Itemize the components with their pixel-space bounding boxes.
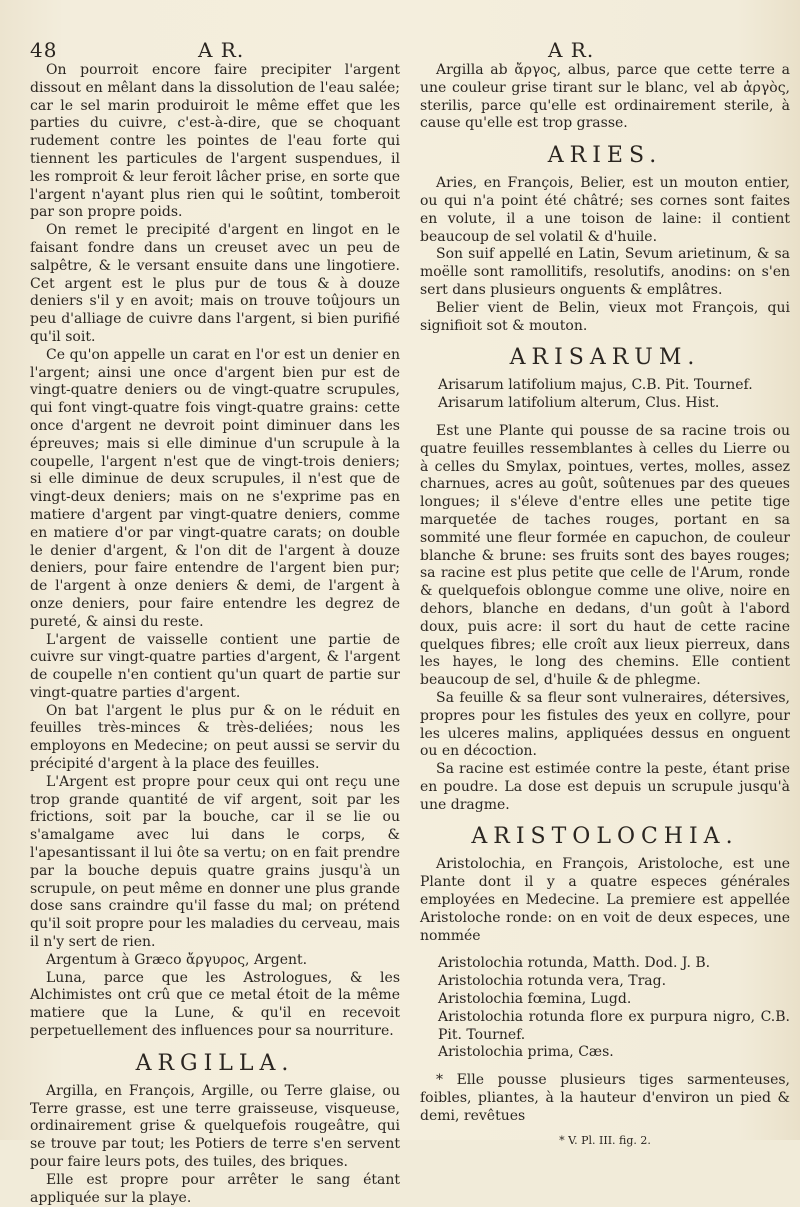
paragraph: Elle est propre pour arrêter le sang étant appliquée sur la playe. xyxy=(30,1171,400,1206)
paragraph: On pourroit encore faire precipiter l'argent dissout en mêlant dans la dissolution de l'eau salée; car le sel marin produiroit le même effet que les parties du cuivre, c'est-à-dire, que se choquant rudement contre les pointes de l'eau forte qui tiennent les particules de l'argent suspendues, il les romproit & leur feroit lâcher prise, en sorte que l'argent n'ayant plus rien qui le soûtint, tomberoit par son propre poids. xyxy=(30,62,400,221)
entry-heading-arisarum: ARISARUM. xyxy=(509,345,701,371)
paragraph: Sa feuille & sa fleur sont vulneraires, détersives, propres pour les fistules des yeux en collyre, pour les ulceres malins, appliquées dessus en onguent ou en décoction. xyxy=(420,689,790,760)
paragraph: Aristolochia, en François, Aristoloche, est une Plante dont il y a quatre especes générales employées en Medecine. La premiere est appellée Aristoloche ronde: on en voit de deux especes, une nommée xyxy=(420,856,790,944)
left-column xyxy=(30,62,400,1207)
paragraph: Est une Plante qui pousse de sa racine trois ou quatre feuilles ressemblantes à celles du Lierre ou à celles du Smylax, pointues, vertes, molles, assez charnues, acres au goût, soûtenues par des queues longues; il s'éleve d'entre elles une petite tige marquetée de taches rouges, portant en sa sommité une fleur formée en capuchon, de couleur blanche & brune: ses fruits sont des bayes rouges; sa racine est plus petite que celle de l'Arum, ronde & quelquefois oblongue comme une olive, noire en dehors, blanche en dedans, d'un goût à l'abord doux, puis acre: il sort du haut de cette racine quelques fibres; elle croît aux lieux pierreux, dans les hayes, le long des chemins. Elle contient beaucoup de sel, d'huile & de phlegme. xyxy=(420,422,790,689)
paragraph: Ce qu'on appelle un carat en l'or est un denier en l'argent; ainsi une once d'argent bien pur est de vingt-quatre deniers ou de vingt-quatre scrupules, qui font vingt-quatre fois vingt-quatre grains: cette once d'argent ne devroit point diminuer dans les épreuves; mais si elle diminue d'un scrupule à la coupelle, l'argent n'est que de vingt-trois deniers; si elle diminue de deux scrupules, il n'est que de vingt-deux deniers; mais on ne s'exprime pas en matiere d'argent par vingt-quatre deniers, comme en matiere d'or par vingt-quatre carats; on double le denier d'argent, & l'on dit de l'argent à douze deniers, pour faire entendre de l'argent bien pur; de l'argent à onze deniers & demi, de l'argent à onze deniers, pour faire entendre les degrez de pureté, & ainsi du reste. xyxy=(30,346,400,630)
paragraph: Belier vient de Belin, vieux mot François, qui signifioit sot & mouton. xyxy=(420,299,790,334)
paragraph: * Elle pousse plusieurs tiges sarmenteuses, foibles, pliantes, à la hauteur d'environ un pied & demi, revêtues xyxy=(420,1072,790,1124)
synonym-line: Aristolochia fœmina, Lugd. xyxy=(438,991,632,1008)
paragraph: On bat l'argent le plus pur & on le réduit en feuilles très-minces & très-deliées; nous les employons en Medecine; on peut aussi se servir du précipité d'argent à la place des feuilles. xyxy=(30,702,400,773)
running-head-left: A R. xyxy=(198,38,245,62)
page-number: 48 xyxy=(30,38,58,62)
running-head-right: A R. xyxy=(548,38,595,62)
paragraph: Son suif appellé en Latin, Sevum arietinum, & sa moëlle sont ramollitifs, resolutifs, anodins: on s'en sert dans plusieurs onguents & emplâtres. xyxy=(420,246,790,298)
synonym-line: Aristolochia rotunda vera, Trag. xyxy=(438,973,667,990)
synonym-line: Arisarum latifolium alterum, Clus. Hist. xyxy=(438,395,720,412)
paragraph: Luna, parce que les Astrologues, & les Alchimistes ont crû que ce metal étoit de la même matiere que la Lune, & qu'il en recevoit perpetuellement des influences pour sa nourriture. xyxy=(30,969,400,1040)
synonym-line: Aristolochia rotunda, Matth. Dod. J. B. xyxy=(438,955,711,972)
entry-heading-aries: ARIES. xyxy=(547,143,663,169)
entry-heading-argilla: ARGILLA. xyxy=(135,1050,295,1076)
right-column xyxy=(420,62,790,1149)
paragraph: Sa racine est estimée contre la peste, étant prise en poudre. La dose est depuis un scrupule jusqu'à une dragme. xyxy=(420,761,790,813)
paragraph: Aries, en François, Belier, est un mouton entier, ou qui n'a point été châtré; ses cornes sont faites en volute, il a une toison de laine: il contient beaucoup de sel volatil & d'huile. xyxy=(420,175,790,245)
synonym-line: Aristolochia rotunda flore ex purpura nigro, C.B. Pit. Tournef. xyxy=(438,1008,790,1043)
entry-heading-aristolochia: ARISTOLOCHIA. xyxy=(471,824,739,850)
synonym-line: Aristolochia prima, Cæs. xyxy=(438,1044,614,1061)
etymology-line: Argentum à Græco ἄργυρος, Argent. xyxy=(46,951,308,968)
footnote: * V. Pl. III. fig. 2. xyxy=(559,1133,651,1147)
paragraph: On remet le precipité d'argent en lingot en le faisant fondre dans un creuset avec un peu de salpêtre, & le versant ensuite dans une lingotiere. Cet argent est le plus pur de tous & à douze deniers s'il y en avoit; mais on trouve toûjours un peu d'alliage de cuivre dans l'argent, si bien purifié qu'il soit. xyxy=(30,222,400,345)
paragraph: L'Argent est propre pour ceux qui ont reçu une trop grande quantité de vif argent, soit par les frictions, soit par la bouche, car il se lie ou s'amalgame avec lui dans le corps, & l'apesantissant il lui ôte sa vertu; on en fait prendre par la bouche depuis quatre grains jusqu'à un scrupule, on peut même en donner une plus grande dose sans craindre qu'il fasse du mal; on prétend qu'il soit propre pour les maladies du cerveau, mais il n'y sert de rien. xyxy=(30,773,400,951)
paragraph: Argilla ab ἄργος, albus, parce que cette terre a une couleur grise tirant sur le blanc, vel ab ἀργὸς, sterilis, parce qu'elle est ordinairement sterile, à cause qu'elle est trop grasse. xyxy=(420,62,790,132)
synonym-line: Arisarum latifolium majus, C.B. Pit. Tournef. xyxy=(438,377,753,394)
paragraph: Argilla, en François, Argille, ou Terre glaise, ou Terre grasse, est une terre graisseuse, visqueuse, ordinairement grise & quelquefois rougeâtre, qui se trouve par tout; les Potiers de terre s'en servent pour faire leurs pots, des tuiles, des briques. xyxy=(30,1082,400,1171)
paragraph: L'argent de vaisselle contient une partie de cuivre sur vingt-quatre parties d'argent, & l'argent de coupelle n'en contient qu'un quart de partie sur vingt-quatre parties d'argent. xyxy=(30,631,400,701)
